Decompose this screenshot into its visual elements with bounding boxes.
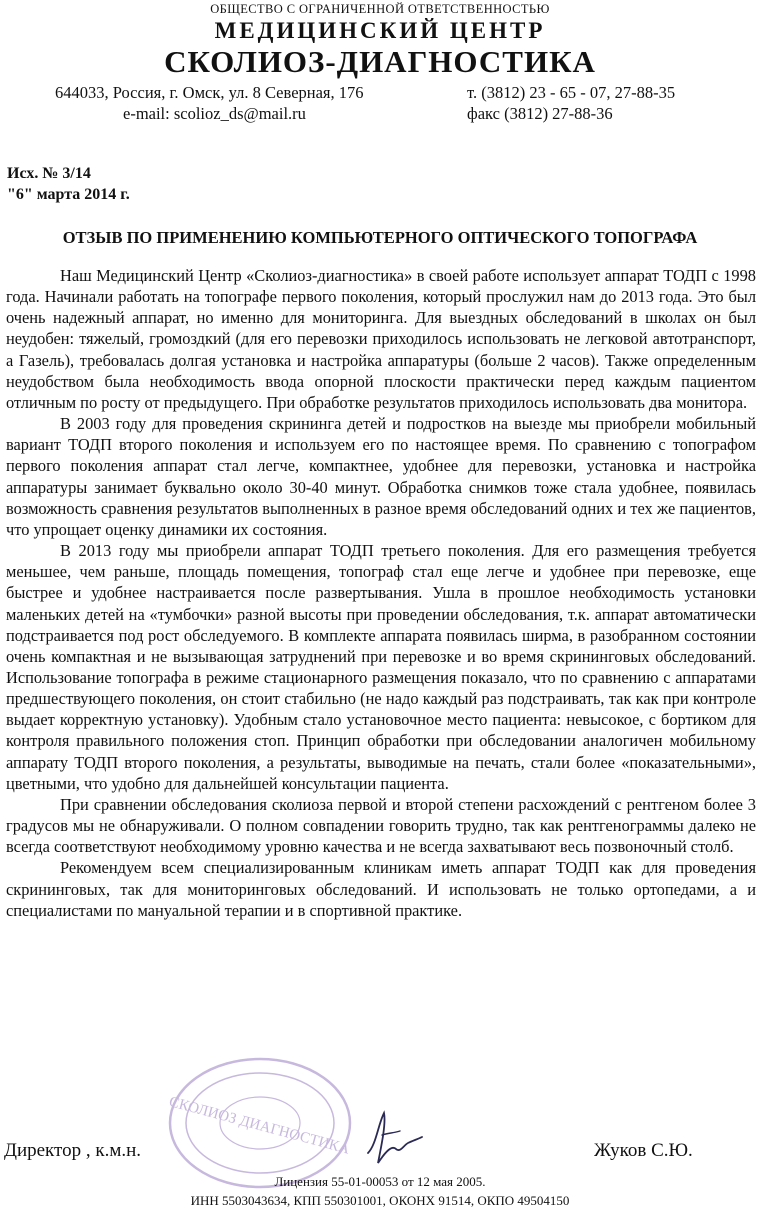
signatory-position: Директор , к.м.н.	[4, 1140, 142, 1161]
registration-codes: ИНН 5503043634, КПП 550301001, ОКОНХ 91514, ОКПО 49504150	[190, 1193, 570, 1208]
outgoing-number: Исх. № 3/14	[7, 165, 91, 182]
phone: т. (3812) 23 - 65 - 07, 27-88-35	[467, 83, 676, 102]
paragraph: Наш Медицинский Центр «Сколиоз-диагностика» в своей работе использует аппарат ТОДП с 1998 года. Начинали работать на топографе первого поколения, который прослужил нам до 2013 года. Это был очень надежный аппарат, но именно для мониторинга. Для выездных обследований в школах он был неудобен: тяжелый, громоздкий (для его перевозки приходилось использовать не легковой автотранспорт, а Газель), требовалась долгая установка и настройка аппаратуры (больше 2 часов). Также определенным неудобством была необходимость ввода опорной плоскости практически перед каждым пациентом отличным по росту от предыдущего. При обработке результатов приходилось использовать два монитора.	[6, 266, 756, 412]
signatory-name: Жуков С.Ю.	[594, 1140, 693, 1161]
paragraph: При сравнении обследования сколиоза первой и второй степени расхождений с рентгеном более 3 градусов мы не обнаруживали. О полном совпадении говорить трудно, так как рентгенограммы далеко не всегда соответствуют необходимому уровню качества и не всегда захватывают весь позвоночный столб.	[6, 794, 756, 857]
signature	[360, 1105, 425, 1175]
document-title: ОТЗЫВ ПО ПРИМЕНЕНИЮ КОМПЬЮТЕРНОГО ОПТИЧЕСКОГО ТОПОГРАФА	[62, 228, 698, 247]
license-info: Лицензия 55-01-00053 от 12 мая 2005.	[274, 1174, 486, 1189]
paragraph: В 2003 году для проведения скрининга детей и подростков на выезде мы приобрели мобильный вариант ТОДП второго поколения и используем его по настоящее время. По сравнению с топографом первого поколения аппарат стал легче, компактнее, удобнее для перевозки, установка и настройка аппаратуры занимает буквально около 30-40 минут. Обработка снимков тоже стала удобнее, появилась возможность сравнения результатов выполненных в разное время обследований одних и тех же пациентов, что упрощает оценку динамики их состояния.	[6, 414, 756, 539]
stamp-text: СКОЛИОЗ ДИАГНОСТИКА	[167, 1094, 352, 1158]
round-stamp	[165, 1055, 355, 1190]
address: 644033, Россия, г. Омск, ул. 8 Северная, 176	[55, 83, 364, 102]
center-title: МЕДИЦИНСКИЙ ЦЕНТР	[214, 18, 546, 43]
center-name: СКОЛИОЗ-ДИАГНОСТИКА	[164, 44, 596, 79]
footer	[0, 1172, 760, 1210]
paragraph: Рекомендуем всем специализированным клиникам иметь аппарат ТОДП как для проведения скрининговых, так для мониторинговых обследований. И использовать не только ортопедами, а и специалистами по мануальной терапии и в спортивной практике.	[6, 858, 756, 920]
paragraph: В 2013 году мы приобрели аппарат ТОДП третьего поколения. Для его размещения требуется меньшее, чем раньше, площадь помещения, топограф стал еще легче и удобнее при перевозке, еще быстрее и удобнее настраивается после развертывания. Ушла в прошлое необходимость установки маленьких детей на «тумбочки» разной высоты при проведении обследования, т.к. аппарат автоматически подстраивается под рост обследуемого. В комплекте аппарата появилась ширма, в разобранном состоянии очень компактная и не вызывающая затруднений при перевозке и во время скрининговых обследований. Использование топографа в режиме стационарного размещения показало, что по сравнению с аппаратами предшествующего поколения, он стоит стабильно (не надо каждый раз подстраивать, так как при контроле выдает корректную установку). Удобным стало установочное место пациента: невысокое, с бортиком для контроля правильного положения стоп. Принцип обработки при обследовании аналогичен мобильному аппарату ТОДП второго поколения, а результаты, выводимые на печать, стали более «показательными», цветными, что удобно для дальнейшей консультации пациента.	[6, 541, 756, 793]
letterhead	[0, 0, 760, 80]
email: e-mail: scolioz_ds@mail.ru	[123, 104, 306, 123]
letter-date: "6" марта 2014 г.	[7, 186, 130, 203]
fax: факс (3812) 27-88-36	[467, 104, 613, 123]
org-form: ОБЩЕСТВО С ОГРАНИЧЕННОЙ ОТВЕТСТВЕННОСТЬЮ	[210, 2, 550, 16]
letter-body	[6, 265, 756, 921]
